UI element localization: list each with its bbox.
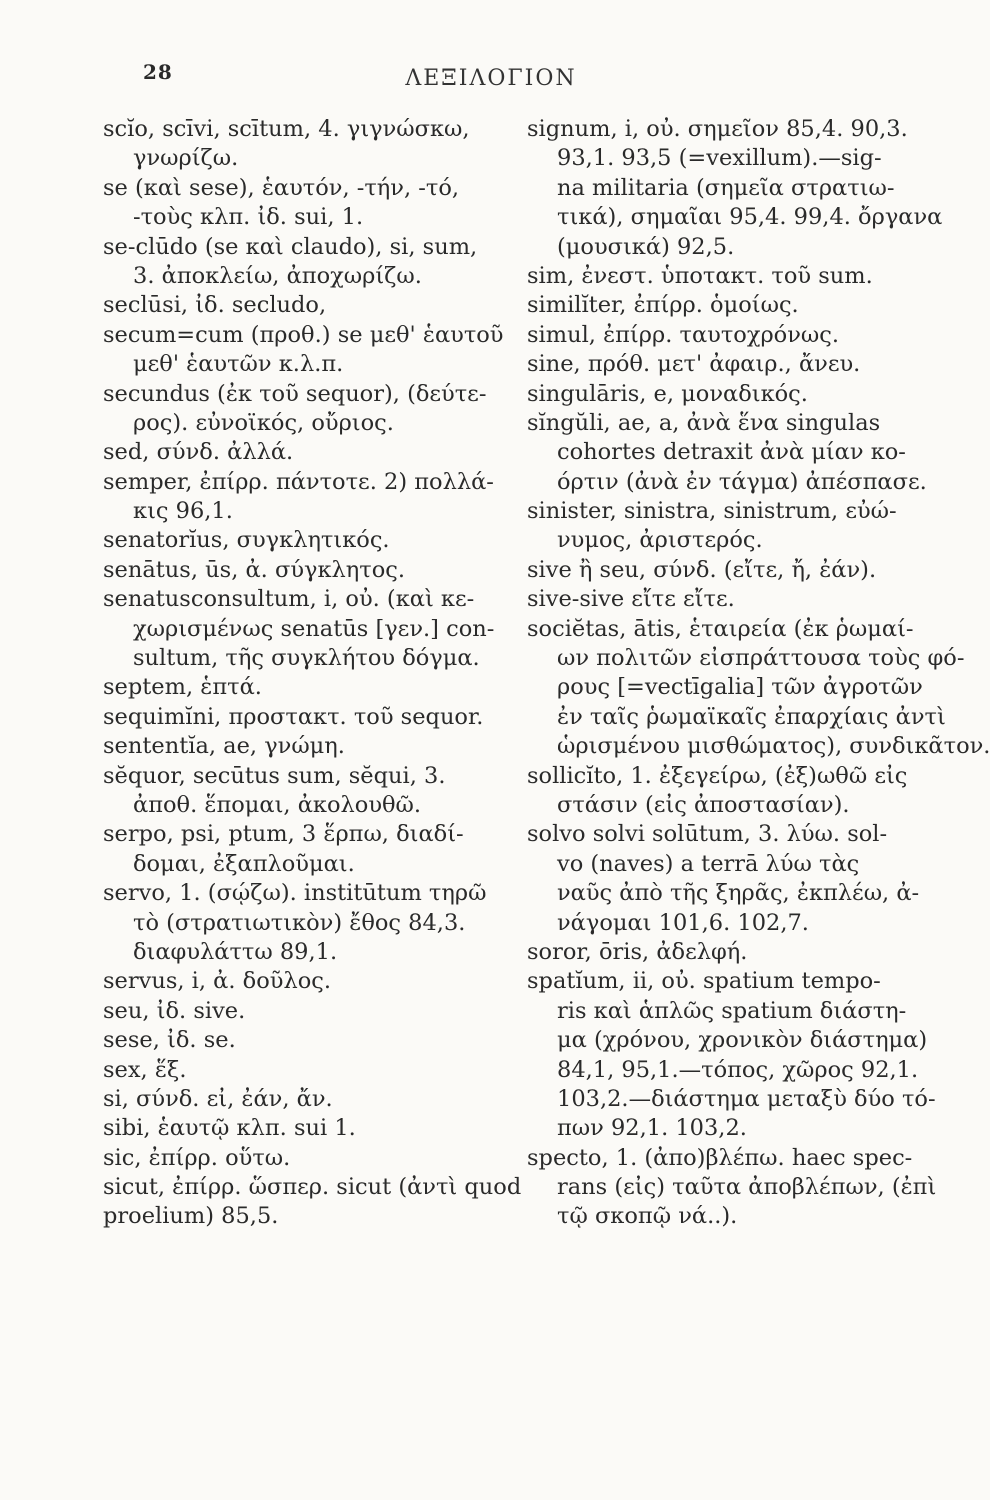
entry-line: senātus, ūs, ἀ. σύγκλητος. [103, 556, 406, 583]
entry-line: στάσιν (εἰς ἀποστασίαν). [557, 791, 850, 818]
entry-line: septem, ἑπτά. [103, 674, 262, 701]
right-column [527, 115, 990, 1232]
left-column [103, 115, 522, 1232]
entry-line: rans (εἰς) ταῦτα ἀποβλέπων, (ἐπὶ [557, 1174, 937, 1201]
entry-line: sociĕtas, ātis, ἑταιρεία (ἐκ ῥωμαί- [527, 615, 914, 642]
entry-line: spatĭum, ii, οὐ. spatium tempo- [527, 968, 881, 995]
entry-line: se-clūdo (se καὶ claudo), si, sum, [103, 233, 478, 260]
entry-line: ρος). εὐνοϊκός, οὔριος. [133, 409, 394, 436]
entry-line: sĕquor, secūtus sum, sĕqui, 3. [103, 762, 446, 789]
entry-line: sibi, ἑαυτῷ κλπ. sui 1. [103, 1115, 356, 1142]
entry-line: seclūsi, ἰδ. secludo, [103, 292, 327, 319]
entry-line: ris καὶ ἁπλῶς spatium διάστη- [557, 997, 907, 1024]
entry-line: sicut, ἐπίρρ. ὥσπερ. sicut (ἀντὶ quod [103, 1174, 522, 1201]
entry-line: semper, ἐπίρρ. πάντοτε. 2) πολλά- [103, 468, 494, 495]
entry-line: όρτιν (ἀνὰ ἐν τάγμα) ἀπέσπασε. [557, 468, 927, 495]
entry-line: sinister, sinistra, sinistrum, εὐώ- [527, 498, 897, 525]
entry-line: sententĭa, ae, γνώμη. [103, 733, 345, 760]
entry-line: si, σύνδ. εἰ, ἐάν, ἄν. [103, 1085, 333, 1112]
entry-line: sĭngŭli, ae, a, ἀνὰ ἕνα singulas [527, 409, 881, 436]
entry-line: (μουσικά) 92,5. [557, 233, 735, 260]
entry-line: sex, ἕξ. [103, 1056, 187, 1083]
entry-line: μα (χρόνου, χρονικὸν διάστημα) [557, 1027, 928, 1054]
entry-line: μεθ' ἑαυτῶν κ.λ.π. [133, 351, 344, 378]
entry-line: sim, ἐνεστ. ὑποτακτ. τοῦ sum. [527, 262, 873, 289]
entry-line: scĭo, scīvi, scītum, 4. γιγνώσκω, [103, 116, 470, 142]
entry-line: ὡρισμένου μισθώματος), συνδικᾶτον. [557, 733, 990, 760]
entry-line: seu, ἰδ. sive. [103, 997, 246, 1024]
entry-line: νάγομαι 101,6. 102,7. [557, 909, 809, 936]
entry-line: servus, i, ἀ. δοῦλος. [103, 968, 331, 995]
running-head: ΛΕΞΙΛΟΓΙΟΝ [405, 66, 577, 91]
entry-line: sive ἢ seu, σύνδ. (εἴτε, ἤ, ἐάν). [527, 556, 877, 583]
entry-line: sed, σύνδ. ἀλλά. [103, 439, 294, 466]
entry-line: sic, ἐπίρρ. οὕτω. [103, 1144, 291, 1171]
entry-line: sese, ἰδ. se. [103, 1027, 236, 1054]
entry-line: χωρισμένως senatūs [γεν.] con- [133, 615, 495, 642]
entry-line: sultum, τῆς συγκλήτου δόγμα. [133, 645, 480, 672]
page-number: 28 [143, 60, 173, 84]
entry-line: serpo, psi, ptum, 3 ἕρπω, διαδί- [103, 821, 464, 848]
entry-line: soror, ōris, ἀδελφή. [527, 938, 748, 965]
entry-line: ἐν ταῖς ῥωμαϊκαῖς ἐπαρχίαις ἀντὶ [557, 703, 946, 730]
entry-line: proelium) 85,5. [103, 1203, 279, 1230]
entry-line: νυμος, ἀριστερός. [557, 527, 763, 554]
entry-line: πων 92,1. 103,2. [557, 1115, 747, 1142]
entry-line: δομαι, ἐξαπλοῦμαι. [133, 850, 355, 877]
entry-line: ων πολιτῶν εἰσπράττουσα τοὺς φό- [557, 645, 965, 672]
entry-line: ἀποθ. ἕπομαι, ἀκολουθῶ. [133, 791, 422, 818]
entry-line: cohortes detraxit ἀνὰ μίαν κο- [557, 439, 906, 466]
entry-line: τὸ (στρατιωτικὸν) ἔθος 84,3. [133, 909, 466, 936]
entry-line: sequimĭni, προστακτ. τοῦ sequor. [103, 703, 484, 730]
entry-line: secum=cum (προθ.) se μεθ' ἑαυτοῦ [103, 321, 504, 348]
entry-line: senatusconsultum, i, οὐ. (καὶ κε- [103, 586, 475, 613]
entry-line: τικά), σημαῖαι 95,4. 99,4. ὄργανα [557, 204, 943, 231]
entry-line: servo, 1. (σῴζω). institūtum τηρῶ [103, 880, 487, 907]
entry-line: secundus (ἐκ τοῦ sequor), (δεύτε- [103, 380, 487, 407]
entry-line: na militaria (σημεῖα στρατιω- [557, 174, 895, 201]
entry-line: γνωρίζω. [133, 145, 239, 172]
entry-line: similĭter, ἐπίρρ. ὁμοίως. [527, 292, 799, 319]
entry-line: ναῦς ἀπὸ τῆς ξηρᾶς, ἐκπλέω, ἀ- [557, 880, 920, 907]
entry-line: senatorĭus, συγκλητικός. [103, 527, 390, 554]
entry-line: 93,1. 93,5 (=vexillum).—sig- [557, 145, 882, 172]
entry-line: simul, ἐπίρρ. ταυτοχρόνως. [527, 321, 840, 348]
entry-line: κις 96,1. [133, 498, 233, 525]
entry-line: sine, πρόθ. μετ' ἀφαιρ., ἄνευ. [527, 351, 861, 378]
entry-line: sive-sive εἴτε εἴτε. [527, 586, 735, 613]
entry-line: διαφυλάττω 89,1. [133, 938, 338, 965]
entry-line: 84,1, 95,1.—τόπος, χῶρος 92,1. [557, 1056, 919, 1083]
entry-line: vo (naves) a terrā λύω τὰς [557, 850, 860, 877]
entry-line: sollicĭto, 1. ἐξεγείρω, (ἐξ)ωθῶ εἰς [527, 762, 908, 789]
entry-line: specto, 1. (ἀπο)βλέπω. haec spec- [527, 1144, 913, 1171]
entry-line: ρους [=vectīgalia] τῶν ἀγροτῶν [557, 674, 923, 701]
entry-line: 103,2.—διάστημα μεταξὺ δύο τό- [557, 1085, 936, 1112]
entry-line: τῷ σκοπῷ νά..). [557, 1203, 738, 1230]
entry-line: 3. ἀποκλείω, ἀποχωρίζω. [133, 262, 422, 289]
entry-line: singulāris, e, μοναδικός. [527, 380, 808, 407]
entry-line: se (καὶ sese), ἑαυτόν, -τήν, -τό, [103, 174, 460, 201]
entry-line: signum, i, οὐ. σημεῖον 85,4. 90,3. [527, 116, 908, 142]
entry-line: solvo solvi solūtum, 3. λύω. sol- [527, 821, 888, 848]
entry-line: -τοὺς κλπ. ἰδ. sui, 1. [133, 204, 364, 231]
